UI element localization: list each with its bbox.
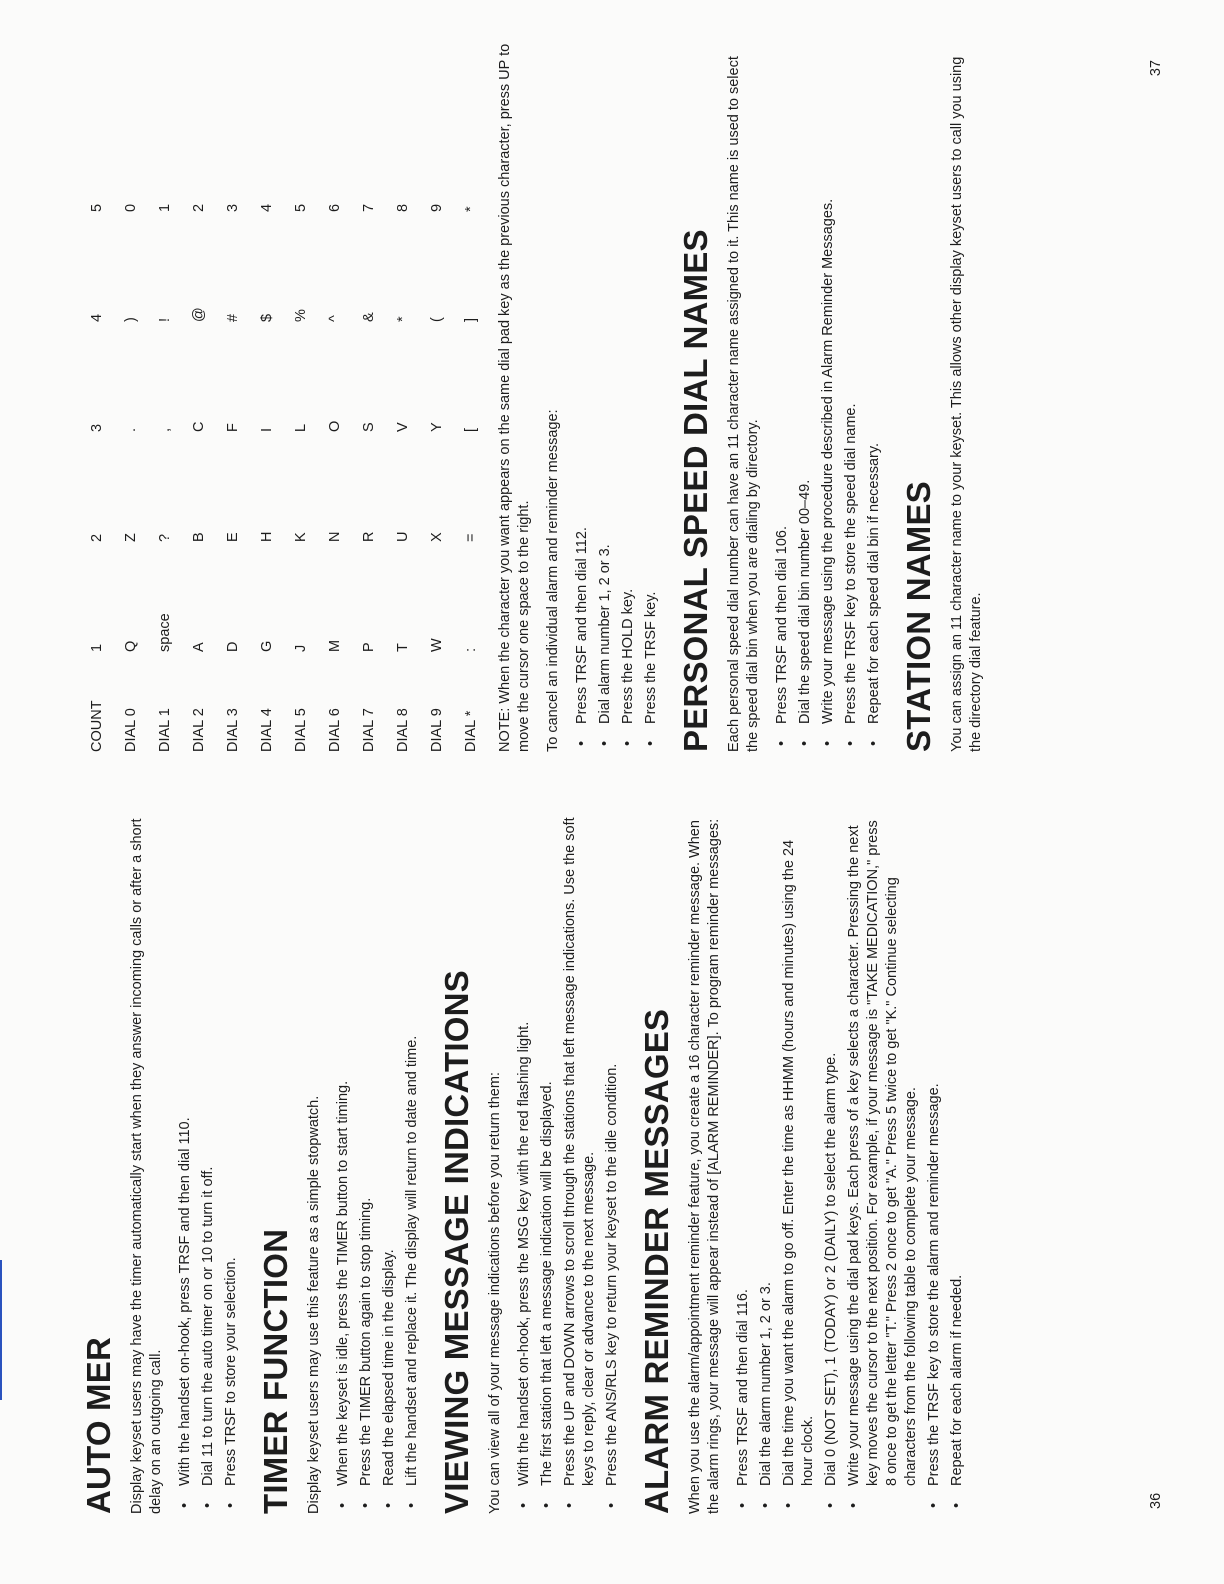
table-row [114, 102, 148, 752]
table-header-row [80, 102, 114, 752]
table-cell: DIAL 3 [225, 708, 241, 752]
list-item: • Press the UP and DOWN arrows to scroll through the stations that left message indications. Use the soft keys to reply, clear or advance to the next message. [561, 814, 599, 1514]
list-item: • Write your message using the procedure described in Alarm Reminder Messages. [819, 37, 838, 752]
table-row [250, 102, 284, 752]
list-item: • Press the TRSF key to store the alarm and reminder message. [925, 814, 944, 1514]
table-cell: = [463, 533, 479, 542]
table-header-cell: 2 [89, 533, 105, 542]
table-cell: space [157, 613, 173, 652]
table-row [420, 102, 454, 752]
station-names-heading: STATION NAMES [900, 481, 937, 752]
table-cell: W [429, 638, 445, 652]
list-item: • Press TRSF to store your selection. [222, 814, 241, 1514]
table-cell: ^ [327, 315, 343, 322]
table-cell: 6 [327, 203, 343, 212]
list-item: • Press TRSF and then dial 112. [573, 37, 592, 752]
table-cell: * [463, 206, 479, 212]
table-cell: 4 [259, 203, 275, 212]
list-item: • Write your message using the dial pad keys. Each press of a key selects a character. Pressing the next key moves the cursor to the next position. For example, if your message is "TAKE MEDICATION," press 8 once to get the letter "T." Press 2 once to get "A." Press 5 twice to get "K." Continue selecting characters from the following table to complete your message. [845, 814, 921, 1514]
list-item: • Dial the speed dial bin number 00–49. [796, 37, 815, 752]
timer-function-intro: Display keyset users may use this feature as a simple stopwatch. [306, 1095, 322, 1514]
viewing-messages-intro: You can view all of your message indications before you return them: [487, 1072, 503, 1514]
list-item: • Press the HOLD key. [619, 37, 638, 752]
table-cell: DIAL 7 [361, 708, 377, 752]
page-number: 37 [1148, 60, 1164, 77]
viewing-messages-heading: VIEWING MESSAGE INDICATIONS [438, 970, 475, 1514]
list-item: • Lift the handset and replace it. The display will return to date and time. [403, 814, 422, 1514]
table-cell: 1 [157, 203, 173, 212]
list-item: • Read the elapsed time in the display. [380, 814, 399, 1514]
table-cell: 3 [225, 203, 241, 212]
list-item: • Repeat for each alarm if needed. [948, 814, 967, 1514]
list-item: • Dial the alarm number 1, 2 or 3. [757, 814, 776, 1514]
table-cell: Z [123, 533, 139, 542]
table-cell: @ [191, 307, 207, 322]
table-cell: : [463, 647, 479, 652]
right-column [80, 37, 996, 752]
personal-speed-steps [773, 37, 884, 752]
table-cell: K [293, 532, 309, 542]
table-cell: # [225, 313, 241, 322]
table-cell: O [327, 420, 343, 432]
table-cell: DIAL 1 [157, 708, 173, 752]
table-cell: $ [259, 313, 275, 322]
table-row [352, 102, 386, 752]
table-row [318, 102, 352, 752]
personal-speed-section [677, 37, 884, 752]
table-cell: D [225, 641, 241, 652]
table-cell: F [225, 423, 241, 432]
alarm-reminder-section [638, 814, 967, 1514]
table-cell: ] [463, 317, 479, 322]
table-cell: ) [123, 317, 139, 322]
left-column [80, 814, 983, 1514]
table-cell: L [293, 423, 309, 432]
note-text: NOTE: When the character you want appears on the same dial pad key as the previous character, press UP to move the cursor one space to the right. [497, 43, 532, 752]
alarm-reminder-heading: ALARM REMINDER MESSAGES [638, 1008, 675, 1514]
timer-function-steps [334, 814, 422, 1514]
station-names-section [900, 37, 986, 752]
table-cell: . [123, 427, 139, 432]
table-cell: G [259, 640, 275, 652]
table-row [182, 102, 216, 752]
left-page [0, 792, 1224, 1584]
table-cell: DIAL 8 [395, 708, 411, 752]
table-cell: A [191, 642, 207, 652]
table-cell: B [191, 532, 207, 542]
table-cell: T [395, 643, 411, 652]
table-cell: N [327, 531, 343, 542]
list-item: • Press the ANS/RLS key to return your keyset to the idle condition. [603, 814, 622, 1514]
alarm-reminder-intro: When you use the alarm/appointment reminder feature, you create a 16 character reminder message. When the alarm rings, your message will appear instead of [ALARM REMINDER]. To program reminder messages: [687, 818, 722, 1514]
table-cell: DIAL 0 [123, 708, 139, 752]
table-header-cell: 3 [89, 423, 105, 432]
table-cell: & [361, 312, 377, 322]
cancel-steps [573, 37, 661, 752]
list-item: • The first station that left a message indication will be displayed. [538, 814, 557, 1514]
table-cell: ( [429, 317, 445, 322]
timer-function-section [257, 814, 422, 1514]
alarm-reminder-steps [734, 814, 967, 1514]
table-cell: 7 [361, 203, 377, 212]
table-cell: I [259, 427, 275, 432]
page-number: 36 [1148, 1492, 1164, 1509]
table-cell: ? [157, 533, 173, 542]
list-item: • With the handset on-hook, press TRSF and then dial 110. [176, 814, 195, 1514]
personal-speed-intro: Each personal speed dial number can have an 11 character name assigned to it. This name is used to select the speed dial bin when you are dialing by directory. [726, 56, 761, 752]
list-item: • Press the TRSF key. [642, 37, 661, 752]
auto-timer-steps [176, 814, 241, 1514]
table-row [148, 102, 182, 752]
list-item: • Press the TIMER button again to stop timing. [357, 814, 376, 1514]
table-row [284, 102, 318, 752]
cancel-intro: To cancel an individual alarm and reminder message: [545, 409, 561, 752]
table-cell: J [293, 644, 309, 652]
table-cell: [ [463, 427, 479, 432]
table-row [454, 102, 488, 752]
auto-timer-intro: Display keyset users may have the timer automatically start when they answer incoming calls or after a short delay on an outgoing call. [129, 818, 164, 1514]
table-cell: X [429, 532, 445, 542]
table-cell: 2 [191, 203, 207, 212]
table-cell: DIAL 5 [293, 708, 309, 752]
table-cell: DIAL 9 [429, 708, 445, 752]
list-item: • Press the TRSF key to store the speed dial name. [842, 37, 861, 752]
list-item: • Press TRSF and then dial 116. [734, 814, 753, 1514]
list-item: • Press TRSF and then dial 106. [773, 37, 792, 752]
table-cell: C [191, 421, 207, 432]
table-cell: H [259, 531, 275, 542]
list-item: • Dial alarm number 1, 2 or 3. [596, 37, 615, 752]
list-item: • When the keyset is idle, press the TIMER button to start timing. [334, 814, 353, 1514]
table-cell: 8 [395, 203, 411, 212]
table-cell: 9 [429, 203, 445, 212]
table-cell: % [293, 309, 309, 322]
table-cell: , [157, 427, 173, 432]
table-cell: DIAL 4 [259, 708, 275, 752]
table-cell: E [225, 532, 241, 542]
viewing-messages-section [438, 814, 622, 1514]
table-header-cell: 5 [89, 203, 105, 212]
table-cell: ! [157, 317, 173, 322]
list-item: • Dial 0 (NOT SET), 1 (TODAY) or 2 (DAILY) to select the alarm type. [822, 814, 841, 1514]
character-table-body [114, 102, 488, 752]
timer-function-heading: TIMER FUNCTION [257, 1228, 294, 1514]
list-item: • Dial the time you want the alarm to go off. Enter the time as HHMM (hours and minutes) using the 24 hour clock. [780, 814, 818, 1514]
personal-speed-heading: PERSONAL SPEED DIAL NAMES [677, 229, 714, 752]
table-header-cell: 4 [89, 313, 105, 322]
table-header-cell: COUNT [89, 700, 105, 752]
list-item: • Repeat for each speed dial bin if necessary. [865, 37, 884, 752]
table-row [386, 102, 420, 752]
table-cell: M [327, 639, 343, 652]
table-cell: U [395, 531, 411, 542]
table-cell: DIAL 2 [191, 708, 207, 752]
table-cell: DIAL 6 [327, 708, 343, 752]
binding-line [0, 1260, 2, 1400]
station-names-intro: You can assign an 11 character name to your keyset. This allows other display keyset users to call you using the directory dial feature. [949, 56, 984, 752]
character-table [80, 102, 488, 752]
viewing-messages-steps [515, 814, 622, 1514]
table-header-cell: 1 [89, 643, 105, 652]
table-cell: 0 [123, 203, 139, 212]
table-cell: V [395, 422, 411, 432]
table-cell: P [361, 642, 377, 652]
table-cell: DIAL * [463, 710, 479, 752]
table-cell: Y [429, 422, 445, 432]
auto-timer-section [80, 814, 241, 1514]
table-cell: 5 [293, 203, 309, 212]
auto-timer-heading: AUTO MER [80, 1337, 117, 1514]
table-row [216, 102, 250, 752]
list-item: • With the handset on-hook, press the MSG key with the red flashing light. [515, 814, 534, 1514]
table-cell: R [361, 531, 377, 542]
list-item: • Dial 11 to turn the auto timer on or 10 to turn it off. [199, 814, 218, 1514]
table-cell: S [361, 422, 377, 432]
table-cell: * [395, 316, 411, 322]
table-cell: Q [123, 640, 139, 652]
